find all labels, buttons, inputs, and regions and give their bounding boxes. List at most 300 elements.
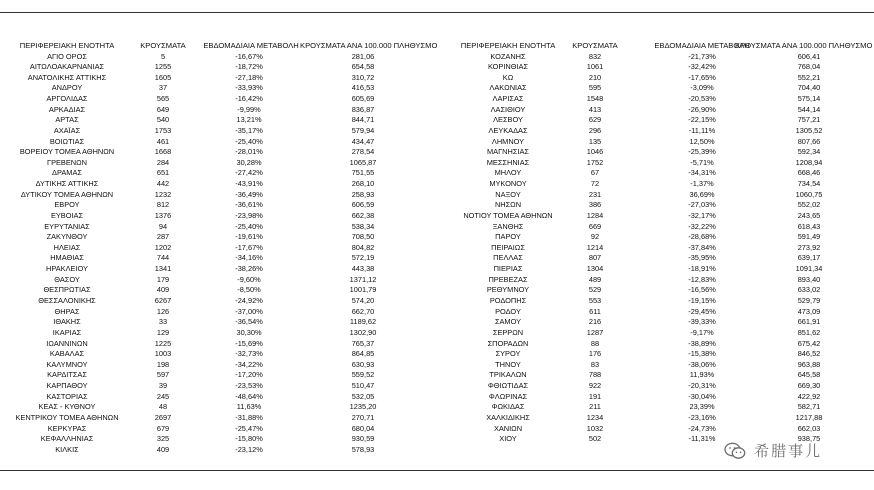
region-name: ΚΟΖΑΝΗΣ	[490, 51, 526, 61]
cases-value: 33	[158, 317, 168, 327]
region-name: ΕΒΡΟΥ	[54, 200, 80, 210]
cases-value: 595	[588, 83, 602, 93]
region-name: ΙΚΑΡΙΑΣ	[52, 327, 82, 337]
cases-value: 191	[588, 391, 602, 401]
per-100k-value: 443,38	[351, 264, 375, 274]
per-100k-value: 669,30	[797, 381, 821, 391]
per-100k-value: 846,52	[797, 349, 821, 359]
cases-value: 1304	[586, 264, 604, 274]
weekly-change-value: 30,30%	[236, 327, 262, 337]
cases-value: 1284	[586, 210, 604, 220]
wechat-logo-icon	[724, 442, 746, 460]
cases-value: 126	[156, 306, 170, 316]
per-100k-value: 606,41	[797, 51, 821, 61]
per-100k-value: 757,21	[797, 115, 821, 125]
cases-value: 198	[156, 359, 170, 369]
cases-value: 788	[588, 370, 602, 380]
per-100k-value: 708,50	[351, 232, 375, 242]
weekly-change-value: -3,09%	[690, 83, 714, 93]
cases-value: 1003	[154, 349, 172, 359]
region-name: ΚΑΡΔΙΤΣΑΣ	[47, 370, 87, 380]
cases-value: 1341	[154, 264, 172, 274]
weekly-change-value: -33,93%	[235, 83, 263, 93]
per-100k-value: 662,03	[797, 423, 821, 433]
region-name: ΝΑΞΟΥ	[495, 189, 521, 199]
per-100k-value: 544,14	[797, 104, 821, 114]
cases-value: 611	[589, 306, 601, 316]
weekly-change-value: -20,53%	[688, 94, 716, 104]
weekly-change-value: -9,17%	[690, 327, 714, 337]
region-name: ΘΕΣΣΑΛΟΝΙΚΗΣ	[38, 295, 96, 305]
cases-value: 48	[158, 402, 168, 412]
weekly-change-value: -26,90%	[688, 104, 716, 114]
cases-value: 129	[156, 327, 170, 337]
cases-value: 94	[158, 221, 168, 231]
weekly-change-value: 23,39%	[689, 402, 715, 412]
cases-value: 1046	[586, 147, 604, 157]
cases-value: 442	[156, 179, 170, 189]
region-name: ΝΗΣΩΝ	[494, 200, 522, 210]
region-name: ΕΥΒΟΙΑΣ	[50, 210, 84, 220]
per-100k-value: 473,09	[797, 306, 821, 316]
region-name: ΡΟΔΟΥ	[495, 306, 521, 316]
weekly-change-value: -22,15%	[688, 115, 716, 125]
cases-value: 1752	[586, 157, 604, 167]
region-name: ΓΡΕΒΕΝΩΝ	[47, 157, 87, 167]
per-100k-value: 864,85	[351, 349, 375, 359]
watermark	[724, 440, 822, 462]
per-100k-value: 807,66	[797, 136, 821, 146]
weekly-change-value: -16,56%	[688, 285, 716, 295]
cases-value: 629	[588, 115, 602, 125]
region-name: ΞΑΝΘΗΣ	[492, 221, 524, 231]
weekly-change-value: -19,15%	[688, 295, 716, 305]
cases-value: 832	[588, 51, 602, 61]
region-name: ΝΟΤΙΟΥ ΤΟΜΕΑ ΑΘΗΝΩΝ	[463, 210, 553, 220]
per-100k-value: 1091,34	[795, 264, 823, 274]
region-name: ΛΗΜΝΟΥ	[491, 136, 525, 146]
weekly-change-value: -35,17%	[235, 125, 263, 135]
weekly-change-value: -11,11%	[688, 125, 716, 135]
per-100k-value: 751,55	[351, 168, 375, 178]
cases-value: 92	[590, 232, 600, 242]
cases-value: 386	[588, 200, 602, 210]
region-name: ΠΕΙΡΑΙΩΣ	[491, 242, 525, 252]
cases-value: 1255	[154, 62, 172, 72]
cases-value: 1287	[586, 327, 604, 337]
region-name: ΑΧΑΪΑΣ	[53, 125, 81, 135]
cases-value: 502	[588, 434, 602, 444]
weekly-change-value: -17,20%	[235, 370, 263, 380]
region-name: ΘΑΣΟΥ	[54, 274, 80, 284]
region-name: ΣΥΡΟΥ	[495, 349, 521, 359]
cases-value: 529	[588, 285, 602, 295]
per-100k-value: 575,14	[797, 94, 821, 104]
weekly-change-value: -27,03%	[688, 200, 716, 210]
per-100k-value: 768,04	[797, 62, 821, 72]
weekly-change-value: -37,00%	[235, 306, 263, 316]
cases-value: 37	[158, 83, 168, 93]
cases-value: 413	[588, 104, 602, 114]
per-100k-value: 592,34	[797, 147, 821, 157]
cases-value: 922	[588, 381, 602, 391]
per-100k-value: 532,05	[351, 391, 375, 401]
per-100k-value: 633,02	[797, 285, 821, 295]
weekly-change-value: -18,72%	[235, 62, 263, 72]
region-name: ΜΕΣΣΗΝΙΑΣ	[486, 157, 530, 167]
header-weekly-change: ΕΒΔΟΜΑΔΙΑΙΑ ΜΕΤΑΒΟΛΗ	[654, 41, 750, 50]
weekly-change-value: 13,21%	[236, 115, 262, 125]
weekly-change-value: -24,73%	[688, 423, 716, 433]
cases-value: 1548	[586, 94, 604, 104]
weekly-change-value: -48,64%	[235, 391, 263, 401]
per-100k-value: 661,91	[797, 317, 821, 327]
region-name: ΠΑΡΟΥ	[495, 232, 521, 242]
cases-value: 649	[156, 104, 170, 114]
per-100k-value: 1065,87	[349, 157, 377, 167]
region-name: ΗΜΑΘΙΑΣ	[50, 253, 84, 263]
region-name: ΦΛΩΡΙΝΑΣ	[488, 391, 528, 401]
region-name: ΚΕΝΤΡΙΚΟΥ ΤΟΜΕΑ ΑΘΗΝΩΝ	[15, 412, 119, 422]
weekly-change-value: -34,31%	[688, 168, 716, 178]
per-100k-value: 422,92	[797, 391, 821, 401]
cases-value: 1214	[586, 242, 604, 252]
weekly-change-value: -27,18%	[235, 72, 263, 82]
region-name: ΡΟΔΟΠΗΣ	[489, 295, 527, 305]
per-100k-value: 836,87	[351, 104, 375, 114]
cases-value: 1202	[154, 242, 172, 252]
cases-value: 1668	[154, 147, 172, 157]
region-name: ΣΑΜΟΥ	[494, 317, 522, 327]
cases-value: 210	[588, 72, 602, 82]
weekly-change-value: -9,99%	[237, 104, 261, 114]
region-name: ΚΑΡΠΑΘΟΥ	[46, 381, 88, 391]
weekly-change-value: -25,39%	[688, 147, 716, 157]
region-name: ΛΑΡΙΣΑΣ	[492, 94, 524, 104]
cases-value: 287	[156, 232, 170, 242]
cases-value: 669	[588, 221, 602, 231]
region-name: ΙΩΑΝΝΙΝΩΝ	[46, 338, 88, 348]
top-rule	[0, 12, 874, 13]
weekly-change-value: -36,49%	[235, 189, 263, 199]
cases-value: 489	[588, 274, 602, 284]
per-100k-value: 639,17	[797, 253, 821, 263]
cases-value: 540	[156, 115, 170, 125]
per-100k-value: 668,46	[797, 168, 821, 178]
region-name: ΗΡΑΚΛΕΙΟΥ	[46, 264, 88, 274]
cases-value: 72	[590, 179, 600, 189]
cases-value: 179	[156, 274, 170, 284]
per-100k-value: 552,21	[797, 72, 821, 82]
weekly-change-value: -23,12%	[235, 444, 263, 454]
watermark-text: 希腊事儿	[754, 443, 823, 460]
region-name: ΚΙΛΚΙΣ	[55, 444, 79, 454]
cases-value: 1032	[586, 423, 604, 433]
region-name: ΧΑΛΚΙΔΙΚΗΣ	[486, 412, 530, 422]
weekly-change-value: -30,04%	[688, 391, 716, 401]
region-name: ΤΡΙΚΑΛΩΝ	[489, 370, 527, 380]
weekly-change-value: -31,88%	[235, 412, 263, 422]
weekly-change-value: -11,31%	[688, 434, 716, 444]
region-name: ΔΡΑΜΑΣ	[52, 168, 82, 178]
weekly-change-value: -29,45%	[688, 306, 716, 316]
weekly-change-value: -25,47%	[235, 423, 263, 433]
per-100k-value: 654,58	[351, 62, 375, 72]
per-100k-value: 310,72	[351, 72, 375, 82]
region-name: ΒΟΡΕΙΟΥ ΤΟΜΕΑ ΑΘΗΝΩΝ	[19, 147, 115, 157]
per-100k-value: 434,47	[351, 136, 375, 146]
per-100k-value: 1001,79	[349, 285, 377, 295]
weekly-change-value: -35,95%	[688, 253, 716, 263]
per-100k-value: 963,88	[797, 359, 821, 369]
weekly-change-value: -28,01%	[235, 147, 263, 157]
per-100k-value: 273,92	[797, 242, 821, 252]
per-100k-value: 510,47	[351, 381, 375, 391]
region-name: ΣΕΡΡΩΝ	[492, 327, 524, 337]
cases-value: 1225	[154, 338, 172, 348]
weekly-change-value: -32,17%	[688, 210, 716, 220]
cases-value: 1234	[586, 412, 604, 422]
weekly-change-value: -17,65%	[688, 72, 716, 82]
per-100k-value: 930,59	[351, 434, 375, 444]
weekly-change-value: -34,16%	[235, 253, 263, 263]
region-name: ΜΥΚΟΝΟΥ	[489, 179, 527, 189]
region-name: ΚΟΡΙΝΘΙΑΣ	[487, 62, 529, 72]
per-100k-value: 630,93	[351, 359, 375, 369]
region-name: ΑΝΑΤΟΛΙΚΗΣ ΑΤΤΙΚΗΣ	[27, 72, 107, 82]
region-name: ΖΑΚΥΝΘΟΥ	[46, 232, 88, 242]
cases-value: 216	[588, 317, 602, 327]
weekly-change-value: -15,69%	[235, 338, 263, 348]
weekly-change-value: -36,61%	[235, 200, 263, 210]
cases-value: 565	[156, 94, 170, 104]
region-name: ΘΗΡΑΣ	[54, 306, 80, 316]
weekly-change-value: 11,63%	[236, 402, 262, 412]
per-100k-value: 268,10	[351, 179, 375, 189]
weekly-change-value: 12,50%	[689, 136, 715, 146]
region-name: ΚΕΑΣ - ΚΥΘΝΟΥ	[38, 402, 96, 412]
per-100k-value: 1189,62	[349, 317, 377, 327]
region-name: ΛΕΥΚΑΔΑΣ	[488, 125, 528, 135]
cases-value: 409	[156, 444, 170, 454]
region-name: ΚΕΦΑΛΛΗΝΙΑΣ	[40, 434, 94, 444]
per-100k-value: 645,58	[797, 370, 821, 380]
cases-value: 176	[588, 349, 602, 359]
weekly-change-value: -9,60%	[237, 274, 261, 284]
per-100k-value: 270,71	[351, 412, 375, 422]
weekly-change-value: -12,83%	[688, 274, 716, 284]
per-100k-value: 606,59	[351, 200, 375, 210]
region-name: ΑΝΔΡΟΥ	[51, 83, 83, 93]
weekly-change-value: -17,67%	[235, 242, 263, 252]
per-100k-value: 559,52	[351, 370, 375, 380]
cases-value: 1753	[154, 125, 172, 135]
cases-value: 744	[156, 253, 170, 263]
weekly-change-value: -25,40%	[235, 221, 263, 231]
per-100k-value: 579,94	[351, 125, 375, 135]
weekly-change-value: -20,31%	[688, 381, 716, 391]
cases-value: 1376	[154, 210, 172, 220]
cases-value: 5	[160, 51, 166, 61]
region-name: ΑΡΚΑΔΙΑΣ	[48, 104, 86, 114]
bottom-rule	[0, 470, 874, 471]
weekly-change-value: -43,91%	[235, 179, 263, 189]
weekly-change-value: -18,91%	[688, 264, 716, 274]
region-name: ΦΩΚΙΔΑΣ	[491, 402, 525, 412]
region-name: ΠΡΕΒΕΖΑΣ	[488, 274, 528, 284]
weekly-change-value: -34,22%	[235, 359, 263, 369]
weekly-change-value: 30,28%	[236, 157, 262, 167]
weekly-change-value: -38,06%	[688, 359, 716, 369]
per-100k-value: 552,02	[797, 200, 821, 210]
weekly-change-value: -38,89%	[688, 338, 716, 348]
header-region: ΠΕΡΙΦΕΡΕΙΑΚΗ ΕΝΟΤΗΤΑ	[19, 41, 115, 50]
per-100k-value: 591,49	[797, 232, 821, 242]
weekly-change-value: -15,38%	[688, 349, 716, 359]
weekly-change-value: -16,42%	[235, 94, 263, 104]
weekly-change-value: -38,26%	[235, 264, 263, 274]
cases-value: 2697	[154, 412, 172, 422]
cases-value: 1061	[586, 62, 604, 72]
region-name: ΘΕΣΠΡΩΤΙΑΣ	[43, 285, 91, 295]
header-cases: ΚΡΟΥΣΜΑΤΑ	[572, 41, 618, 50]
per-100k-value: 605,69	[351, 94, 375, 104]
weekly-change-value: -23,16%	[688, 412, 716, 422]
per-100k-value: 734,54	[797, 179, 821, 189]
weekly-change-value: -32,73%	[235, 349, 263, 359]
cases-value: 597	[156, 370, 170, 380]
weekly-change-value: -5,71%	[690, 157, 714, 167]
per-100k-value: 1371,12	[349, 274, 377, 284]
cases-value: 807	[588, 253, 602, 263]
weekly-change-value: -39,33%	[688, 317, 716, 327]
per-100k-value: 1217,88	[795, 412, 823, 422]
weekly-change-value: -23,53%	[235, 381, 263, 391]
per-100k-value: 572,19	[351, 253, 375, 263]
per-100k-value: 938,75	[797, 434, 821, 444]
cases-value: 812	[156, 200, 170, 210]
region-name: ΑΡΤΑΣ	[55, 115, 79, 125]
region-name: ΑΙΤΩΛΟΑΚΑΡΝΑΝΙΑΣ	[29, 62, 105, 72]
weekly-change-value: -15,80%	[235, 434, 263, 444]
region-name: ΚΑΛΥΜΝΟΥ	[46, 359, 88, 369]
weekly-change-value: -28,68%	[688, 232, 716, 242]
cases-value: 409	[156, 285, 170, 295]
cases-value: 211	[589, 402, 601, 412]
per-100k-value: 704,40	[797, 83, 821, 93]
region-name: ΡΕΘΥΜΝΟΥ	[486, 285, 530, 295]
region-name: ΚΑΣΤΟΡΙΑΣ	[46, 391, 88, 401]
per-100k-value: 281,06	[351, 51, 375, 61]
per-100k-value: 804,82	[351, 242, 375, 252]
region-name: ΧΑΝΙΩΝ	[493, 423, 523, 433]
per-100k-value: 1060,75	[795, 189, 823, 199]
region-name: ΔΥΤΙΚΟΥ ΤΟΜΕΑ ΑΘΗΝΩΝ	[20, 189, 114, 199]
region-name: ΜΗΛΟΥ	[494, 168, 522, 178]
cases-value: 231	[588, 189, 602, 199]
region-name: ΦΘΙΩΤΙΔΑΣ	[487, 381, 529, 391]
per-100k-value: 278,54	[351, 147, 375, 157]
region-name: ΕΥΡΥΤΑΝΙΑΣ	[44, 221, 90, 231]
cases-value: 325	[156, 434, 170, 444]
cases-value: 135	[588, 136, 602, 146]
per-100k-value: 582,71	[797, 402, 821, 412]
region-name: ΜΑΓΝΗΣΙΑΣ	[487, 147, 529, 157]
region-name: ΛΕΣΒΟΥ	[493, 115, 523, 125]
region-name: ΚΩ	[502, 72, 514, 82]
weekly-change-value: -27,42%	[235, 168, 263, 178]
per-100k-value: 662,38	[351, 210, 375, 220]
region-name: ΠΙΕΡΙΑΣ	[493, 264, 523, 274]
region-name: ΠΕΛΛΑΣ	[493, 253, 523, 263]
cases-value: 1605	[154, 72, 172, 82]
per-100k-value: 538,34	[351, 221, 375, 231]
weekly-change-value: -21,73%	[688, 51, 716, 61]
cases-value: 679	[156, 423, 170, 433]
weekly-change-value: -37,84%	[688, 242, 716, 252]
per-100k-value: 851,62	[797, 327, 821, 337]
per-100k-value: 416,53	[351, 83, 375, 93]
cases-value: 284	[156, 157, 170, 167]
weekly-change-value: -23,98%	[235, 210, 263, 220]
weekly-change-value: -36,54%	[235, 317, 263, 327]
region-name: ΙΘΑΚΗΣ	[53, 317, 81, 327]
region-name: ΑΡΓΟΛΙΔΑΣ	[46, 94, 88, 104]
per-100k-value: 1305,52	[795, 125, 823, 135]
per-100k-value: 1208,94	[795, 157, 823, 167]
region-name: ΛΑΚΩΝΙΑΣ	[489, 83, 527, 93]
cases-value: 461	[156, 136, 170, 146]
per-100k-value: 574,20	[351, 295, 375, 305]
cases-value: 6267	[154, 295, 172, 305]
region-name: ΚΑΒΑΛΑΣ	[49, 349, 85, 359]
cases-value: 1232	[154, 189, 172, 199]
per-100k-value: 1302,90	[349, 327, 377, 337]
header-cases: ΚΡΟΥΣΜΑΤΑ	[140, 41, 186, 50]
per-100k-value: 680,04	[351, 423, 375, 433]
per-100k-value: 258,93	[351, 189, 375, 199]
cases-value: 553	[588, 295, 602, 305]
region-name: ΧΙΟΥ	[499, 434, 517, 444]
cases-value: 39	[158, 381, 168, 391]
weekly-change-value: 11,93%	[689, 370, 715, 380]
region-name: ΑΓΙΟ ΟΡΟΣ	[47, 51, 87, 61]
per-100k-value: 618,43	[797, 221, 821, 231]
region-name: ΛΑΣΙΘΙΟΥ	[490, 104, 526, 114]
per-100k-value: 893,40	[797, 274, 821, 284]
header-per-100k: ΚΡΟΥΣΜΑΤΑ ΑΝΑ 100.000 ΠΛΗΘΥΣΜΟ	[735, 41, 873, 50]
cases-value: 88	[590, 338, 600, 348]
per-100k-value: 662,70	[351, 306, 375, 316]
weekly-change-value: -8,50%	[237, 285, 261, 295]
per-100k-value: 578,93	[351, 444, 375, 454]
header-region: ΠΕΡΙΦΕΡΕΙΑΚΗ ΕΝΟΤΗΤΑ	[460, 41, 556, 50]
weekly-change-value: -1,37%	[690, 179, 714, 189]
region-name: ΔΥΤΙΚΗΣ ΑΤΤΙΚΗΣ	[35, 179, 99, 189]
region-name: ΤΗΝΟΥ	[495, 359, 521, 369]
region-name: ΒΟΙΩΤΙΑΣ	[49, 136, 85, 146]
weekly-change-value: -16,67%	[235, 51, 263, 61]
weekly-change-value: -32,22%	[688, 221, 716, 231]
cases-value: 296	[588, 125, 602, 135]
per-100k-value: 675,42	[797, 338, 821, 348]
per-100k-value: 529,79	[797, 295, 821, 305]
region-name: ΗΛΕΙΑΣ	[53, 242, 81, 252]
weekly-change-value: 36,69%	[689, 189, 715, 199]
per-100k-value: 844,71	[351, 115, 375, 125]
region-name: ΣΠΟΡΑΔΩΝ	[487, 338, 529, 348]
per-100k-value: 1235,20	[349, 402, 377, 412]
